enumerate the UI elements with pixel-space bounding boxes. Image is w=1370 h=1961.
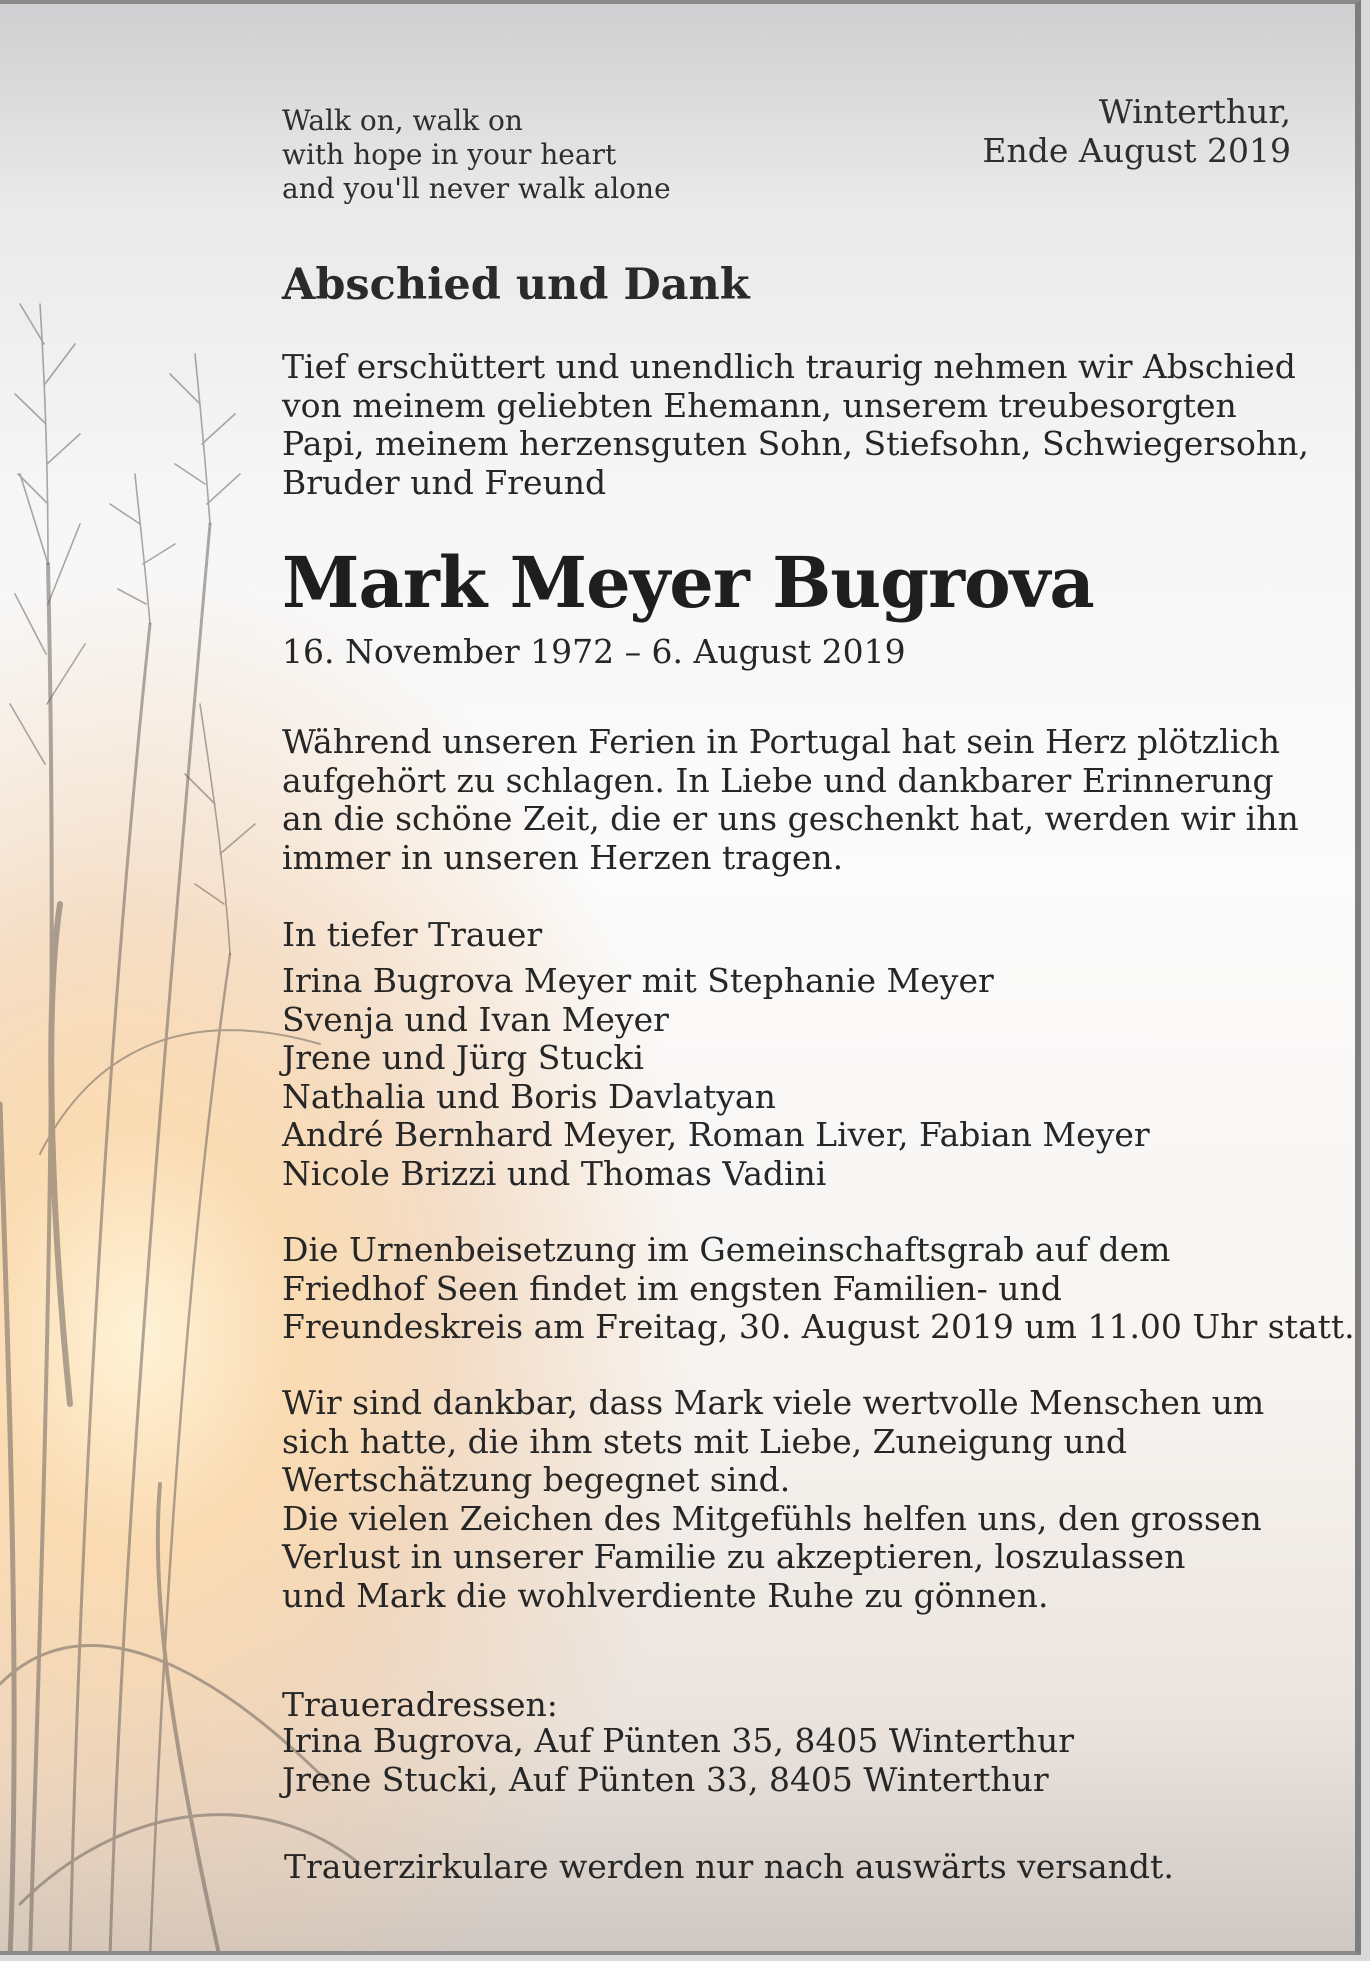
place-line: Winterthur, <box>1098 92 1291 131</box>
mourners-list <box>282 962 1150 1193</box>
thanks-paragraph <box>282 1384 1264 1615</box>
burial-paragraph <box>282 1231 1355 1347</box>
address-item: Jrene Stucki, Auf Pünten 33, 8405 Winterthur <box>282 1759 1049 1799</box>
intro-line: von meinem geliebten Ehemann, unserem treubesorgten <box>282 385 1237 425</box>
date-line: Ende August 2019 <box>982 131 1291 170</box>
story-line: Während unseren Ferien in Portugal hat sein Herz plötzlich <box>282 722 1280 761</box>
mourner-item: Nathalia und Boris Davlatyan <box>282 1076 776 1116</box>
thanks-line: und Mark die wohlverdiente Ruhe zu gönnen. <box>282 1575 1049 1615</box>
burial-line: Die Urnenbeisetzung im Gemeinschaftsgrab auf dem <box>282 1230 1171 1269</box>
thanks-line: Wertschätzung begegnet sind. <box>282 1460 791 1499</box>
intro-paragraph <box>282 348 1309 502</box>
motto-line: Walk on, walk on <box>282 104 523 137</box>
mourner-item: Irina Bugrova Meyer mit Stephanie Meyer <box>282 961 994 1000</box>
mourner-item: Nicole Brizzi und Thomas Vadini <box>282 1153 827 1193</box>
thanks-line: sich hatte, die ihm stets mit Liebe, Zuneigung und <box>282 1421 1127 1461</box>
address-label: Traueradressen: <box>282 1685 558 1724</box>
mourner-item: Jrene und Jürg Stucki <box>282 1038 644 1077</box>
burial-line: Freundeskreis am Freitag, 30. August 2019 um 11.00 Uhr statt. <box>282 1307 1355 1346</box>
mourner-item: Svenja und Ivan Meyer <box>282 999 669 1039</box>
intro-line: Bruder und Freund <box>282 462 607 502</box>
motto-line: with hope in your heart <box>282 138 617 171</box>
story-paragraph <box>282 723 1299 877</box>
burial-line: Friedhof Seen findet im engsten Familien- und <box>282 1268 1062 1308</box>
life-dates: 16. November 1972 – 6. August 2019 <box>282 632 906 671</box>
place-date <box>982 92 1291 170</box>
deceased-name: Mark Meyer Bugrova <box>282 541 1094 624</box>
thanks-line: Verlust in unserer Familie zu akzeptieren, loszulassen <box>282 1537 1186 1576</box>
circular-note: Trauerzirkulare werden nur nach auswärts versandt. <box>284 1847 1174 1886</box>
page-heading: Abschied und Dank <box>282 260 750 310</box>
story-line: immer in unseren Herzen tragen. <box>282 837 844 877</box>
address-list <box>282 1722 1074 1799</box>
mourner-item: André Bernhard Meyer, Roman Liver, Fabian Meyer <box>282 1115 1150 1154</box>
story-line: an die schöne Zeit, die er uns geschenkt hat, werden wir ihn <box>282 799 1299 838</box>
motto-verse <box>282 104 671 206</box>
mourning-label: In tiefer Trauer <box>282 915 543 954</box>
thanks-line: Die vielen Zeichen des Mitgefühls helfen uns, den grossen <box>282 1498 1262 1538</box>
address-item: Irina Bugrova, Auf Pünten 35, 8405 Winterthur <box>282 1721 1075 1760</box>
intro-line: Papi, meinem herzensguten Sohn, Stiefsohn, Schwiegersohn, <box>282 424 1309 463</box>
motto-line: and you'll never walk alone <box>282 172 671 205</box>
intro-line: Tief erschüttert und unendlich traurig nehmen wir Abschied <box>282 347 1296 386</box>
thanks-line: Wir sind dankbar, dass Mark viele wertvolle Menschen um <box>282 1383 1265 1422</box>
story-line: aufgehört zu schlagen. In Liebe und dankbarer Erinnerung <box>282 760 1274 800</box>
